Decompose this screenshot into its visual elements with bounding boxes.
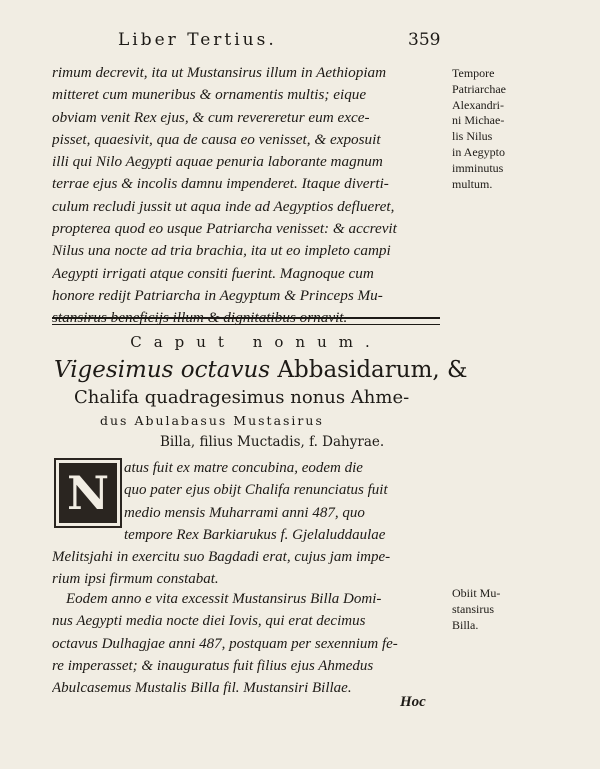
text-line: octavus Dulhagjae anni 487, postquam per sexennium fe- — [52, 635, 398, 652]
margin-line: stansirus — [452, 601, 494, 616]
text-line: quo pater ejus obijt Chalifa renunciatus fuit — [124, 482, 388, 499]
text-line: stansirus beneficijs illum & dignitatibus ornavit. — [52, 309, 348, 327]
text-line: atus fuit ex matre concubina, eodem die — [124, 460, 363, 476]
paragraph-2 — [52, 457, 452, 591]
text-line: mitteret cum muneribus & ornamentis multis; eique — [52, 86, 367, 104]
text-line: rimum decrevit, ita ut Mustansirus illum in Aethiopiam — [52, 64, 387, 81]
margin-line: multum. — [452, 176, 493, 191]
text-line: illi qui Nilo Aegypti aquae penuria laborante magnum — [52, 153, 383, 171]
text-line: Eodem anno e vita excessit Mustansirus Billa Domi- — [66, 591, 382, 607]
text-line: Abulcasemus Mustalis Billa fil. Mustansiri Billae. — [52, 680, 352, 697]
margin-line: Billa. — [452, 617, 479, 632]
chapter-heading: Caput nonum. — [130, 333, 382, 351]
text-line: pisset, quaesivit, qua de causa eo venisset, & exposuit — [52, 130, 381, 148]
margin-note-death — [452, 586, 564, 633]
text-line: honore redijt Patriarcha in Aegyptum & Princeps Mu- — [52, 286, 383, 304]
margin-line: Alexandri- — [452, 97, 504, 112]
text-line: Aegypti irrigati atque consiti fuerint. Magnoque cum — [52, 264, 374, 282]
text-line: rium ipsi firmum constabat. — [52, 571, 219, 588]
running-head: Liber Tertius. — [118, 30, 277, 50]
page-number: 359 — [408, 30, 441, 50]
margin-line: imminutus — [452, 160, 504, 175]
paragraph-3 — [52, 588, 452, 699]
chapter-title-line-3: dus Abulabasus Mustasirus — [100, 413, 324, 428]
text-line: propterea quod eo usque Patriarcha venisset: & accrevit — [52, 220, 397, 238]
margin-line: Patriarchae — [452, 81, 506, 96]
chapter-title-line-4: Billa, filius Muctadis, f. Dahyrae. — [160, 434, 385, 450]
text-line: nus Aegypti media nocte diei Iovis, qui erat decimus — [52, 613, 366, 630]
decorated-initial: N — [54, 458, 122, 528]
text-line: terrae ejus & incolis damnu impenderet. Itaque diverti- — [52, 175, 389, 193]
text-line: Nilus una nocte ad tria brachia, ita ut eo impleto campi — [52, 242, 391, 260]
margin-note-nile — [452, 66, 564, 192]
text-line: obviam venit Rex ejus, & cum revereretur eum exce- — [52, 108, 370, 126]
margin-line: lis Nilus — [452, 129, 493, 144]
chapter-title-line-1 — [54, 356, 468, 384]
text-line: re imperasset; & inauguratus fuit filius ejus Ahmedus — [52, 657, 374, 674]
text-line: tempore Rex Barkiarukus f. Gjelaluddaulae — [124, 526, 386, 543]
chapter-title-rest: Abbasidarum, & — [277, 357, 468, 383]
section-rule — [52, 317, 440, 325]
text-line: culum recludi jussit ut aqua inde ad Aegyptios deflueret, — [52, 197, 395, 215]
paragraph-1 — [52, 62, 452, 330]
text-line: medio mensis Muharrami anni 487, quo — [124, 504, 365, 521]
margin-line: Obiit Mu- — [452, 586, 501, 600]
catchword: Hoc — [400, 694, 426, 710]
chapter-title-italic: Vigesimus octavus — [54, 357, 271, 383]
margin-line: in Aegypto — [452, 144, 505, 159]
margin-line: ni Michae- — [452, 113, 505, 128]
text-line: Melitsjahi in exercitu suo Bagdadi erat, cujus jam impe- — [52, 549, 391, 566]
chapter-title-line-2: Chalifa quadragesimus nonus Ahme- — [74, 387, 410, 408]
margin-line: Tempore — [452, 66, 495, 80]
